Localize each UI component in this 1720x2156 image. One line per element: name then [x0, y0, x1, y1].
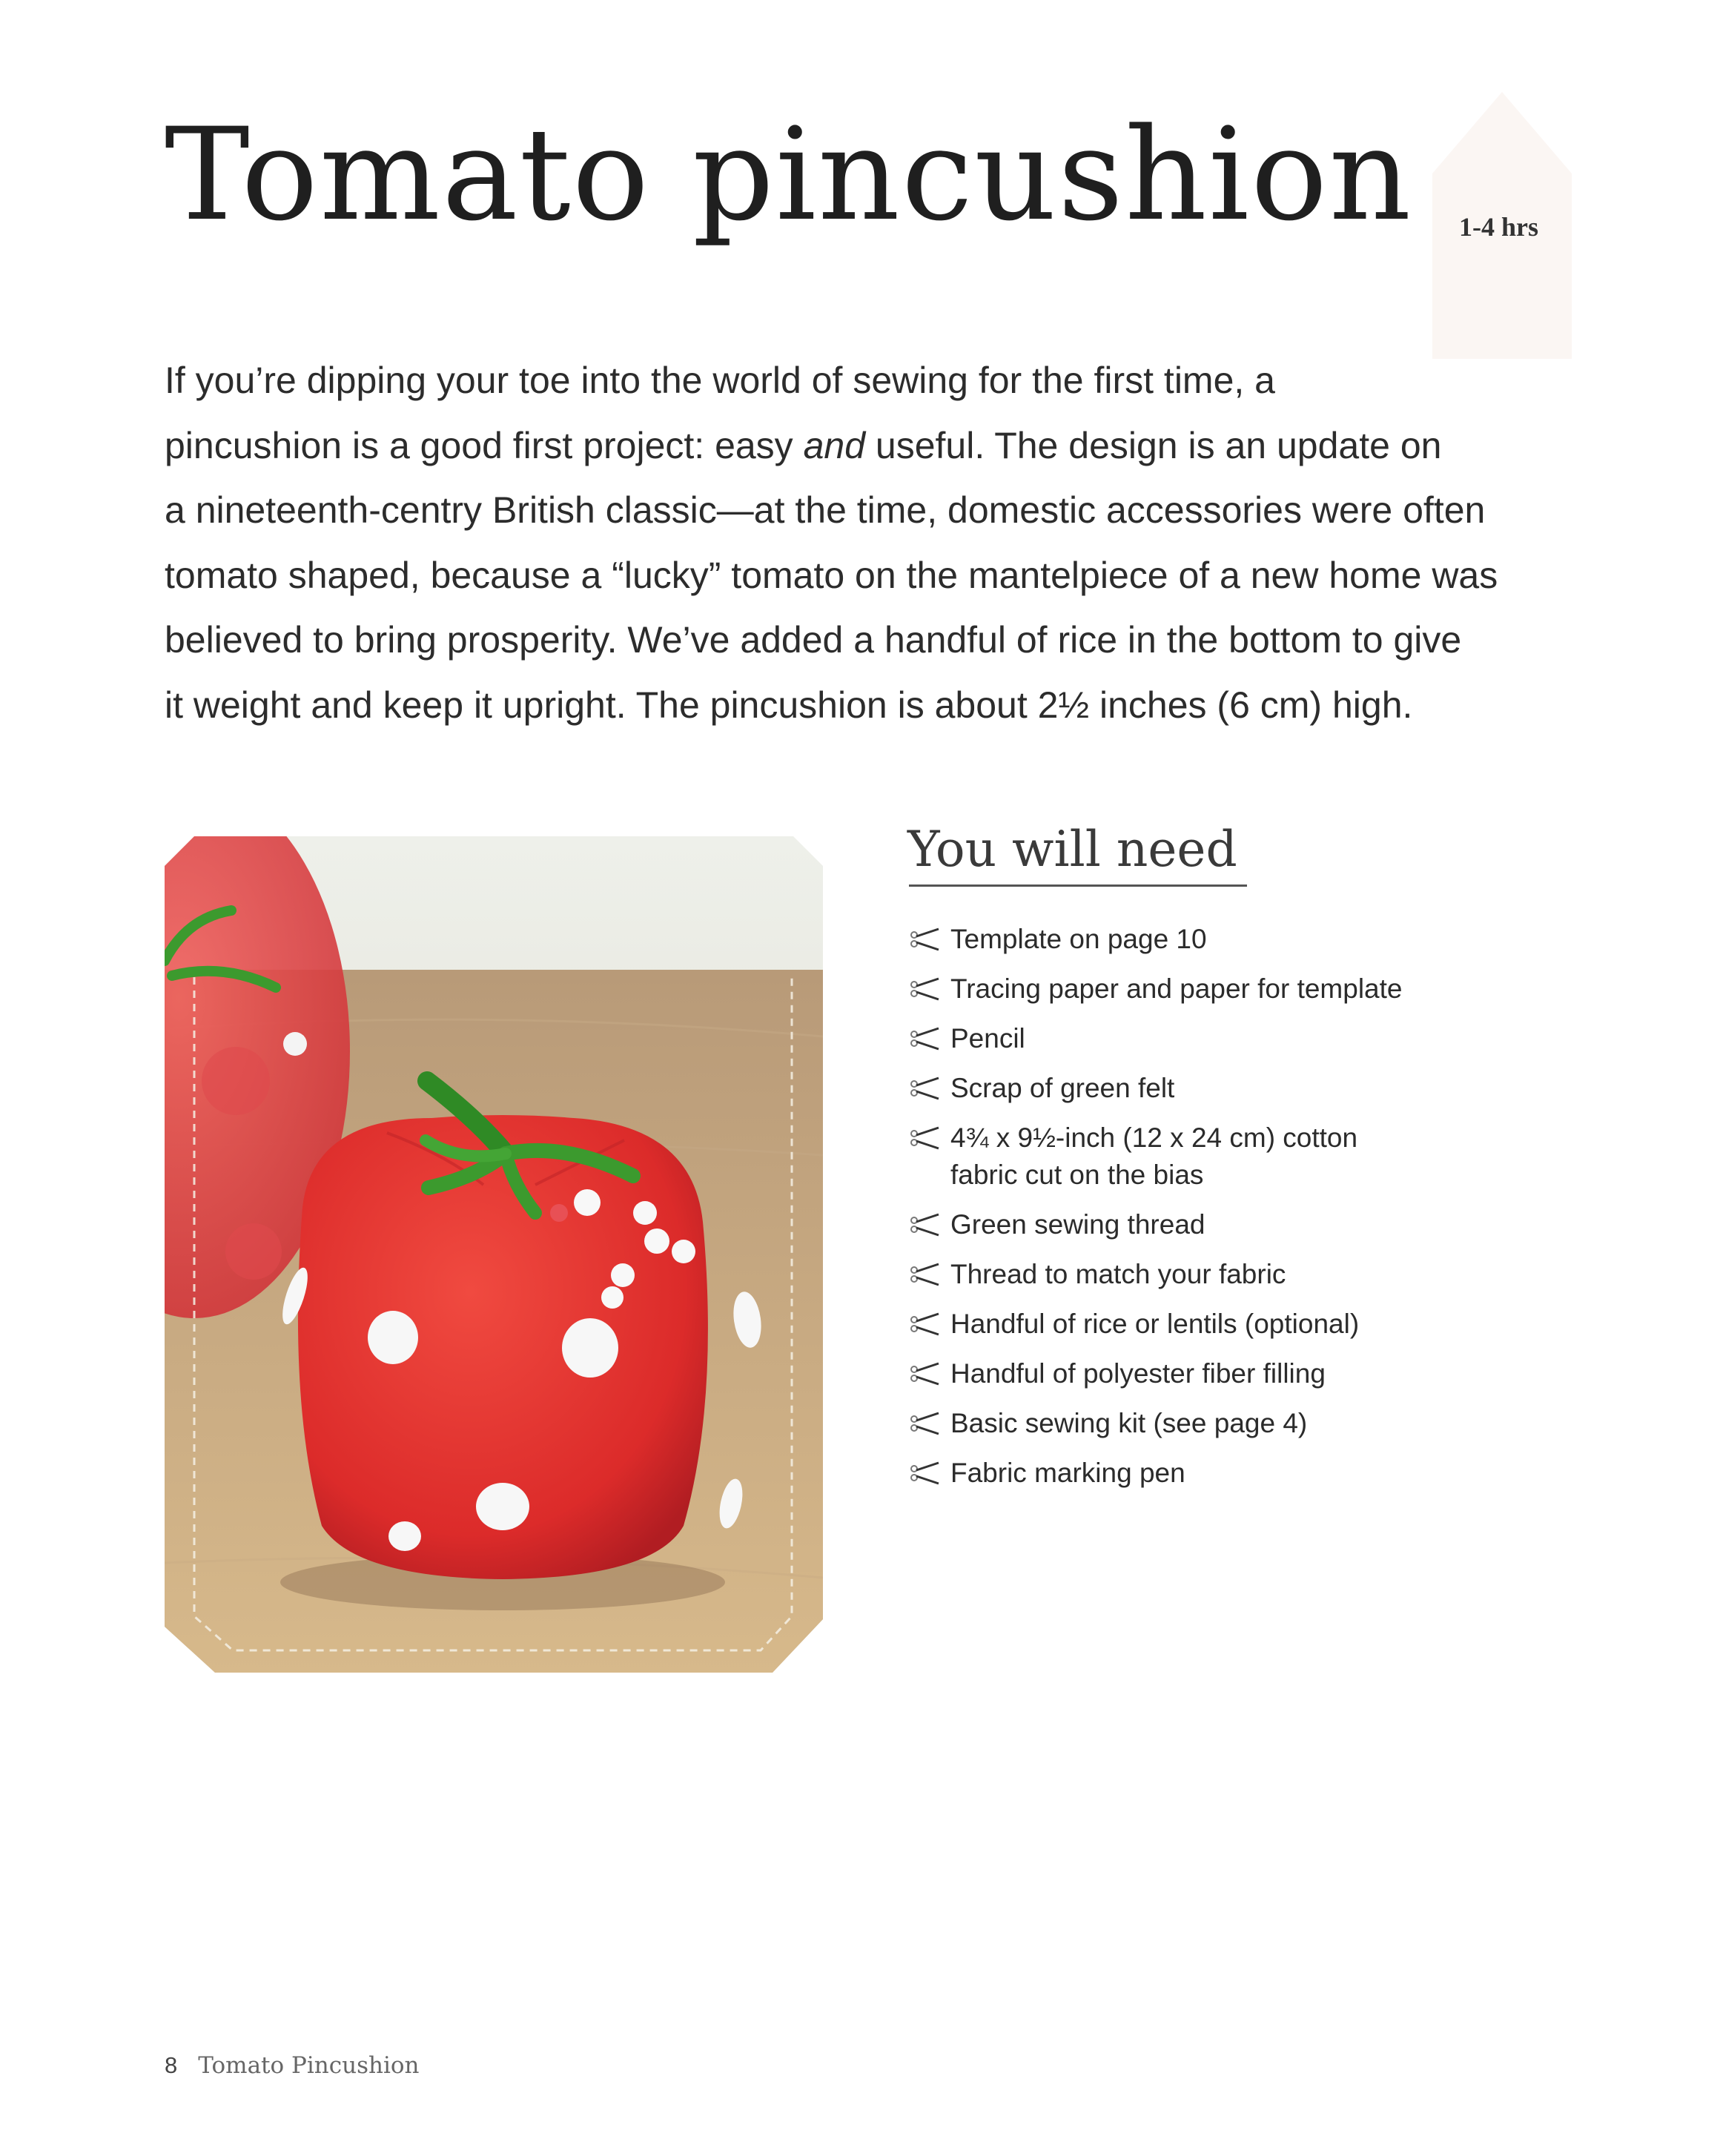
item-text: Tracing paper and paper for template	[950, 973, 1403, 1004]
scissors-icon	[909, 1027, 942, 1051]
item-text: Handful of rice or lentils (optional)	[950, 1309, 1360, 1339]
heading-underline	[909, 884, 1247, 887]
running-title: Tomato Pincushion	[198, 2052, 420, 2079]
scissors-icon	[909, 927, 942, 951]
list-item	[909, 1020, 1621, 1057]
intro-paragraph	[165, 348, 1573, 738]
intro-line: a nineteenth-centry British classic—at the time, domestic accessories were often	[165, 489, 1486, 531]
intro-line: believed to bring prosperity. We’ve added a handful of rice in the bottom to give	[165, 619, 1462, 661]
list-item	[909, 1355, 1621, 1392]
materials-list	[909, 921, 1621, 1504]
item-text: Handful of polyester fiber filling	[950, 1358, 1326, 1389]
intro-emphasis: and	[803, 424, 866, 466]
item-text: Template on page 10	[950, 924, 1207, 954]
item-text: Pencil	[950, 1023, 1025, 1054]
list-item	[909, 1256, 1621, 1293]
item-text: 4¾ x 9½-inch (12 x 24 cm) cotton	[950, 1122, 1358, 1153]
tomato-pincushion-photo	[165, 836, 823, 1673]
scissors-icon	[909, 1077, 942, 1100]
intro-line: tomato shaped, because a “lucky” tomato on the mantelpiece of a new home was	[165, 554, 1498, 596]
scissors-icon	[909, 1126, 942, 1150]
scissors-icon	[909, 1362, 942, 1386]
scissors-icon	[909, 1312, 942, 1336]
intro-line: it weight and keep it upright. The pincushion is about 2½ inches (6 cm) high.	[165, 684, 1413, 726]
scissors-icon	[909, 1412, 942, 1435]
list-item	[909, 921, 1621, 958]
list-item	[909, 1070, 1621, 1107]
page-footer	[165, 2052, 420, 2079]
scissors-icon	[909, 1213, 942, 1237]
item-text: Thread to match your fabric	[950, 1259, 1286, 1289]
item-text: Fabric marking pen	[950, 1458, 1185, 1488]
intro-text: useful. The design is an update on	[865, 424, 1442, 466]
scissors-icon	[909, 1263, 942, 1286]
list-item	[909, 970, 1621, 1008]
intro-text: pincushion is a good first project: easy	[165, 424, 804, 466]
list-item	[909, 1306, 1621, 1343]
list-item	[909, 1206, 1621, 1243]
you-will-need-heading: You will need	[907, 821, 1237, 878]
item-text: Basic sewing kit (see page 4)	[950, 1408, 1308, 1438]
page-number: 8	[165, 2052, 178, 2078]
item-text: Scrap of green felt	[950, 1073, 1175, 1103]
item-text: Green sewing thread	[950, 1209, 1205, 1240]
scissors-icon	[909, 977, 942, 1001]
intro-line	[165, 414, 1573, 479]
intro-line: If you’re dipping your toe into the world of sewing for the first time, a	[165, 360, 1275, 401]
list-item	[909, 1455, 1621, 1492]
time-badge: 1-4 hrs	[1459, 212, 1538, 242]
list-item	[909, 1405, 1621, 1442]
list-item	[909, 1120, 1621, 1194]
page-title: Tomato pincushion	[165, 100, 1413, 249]
item-text-continued: fabric cut on the bias	[950, 1160, 1204, 1190]
scissors-icon	[909, 1461, 942, 1485]
